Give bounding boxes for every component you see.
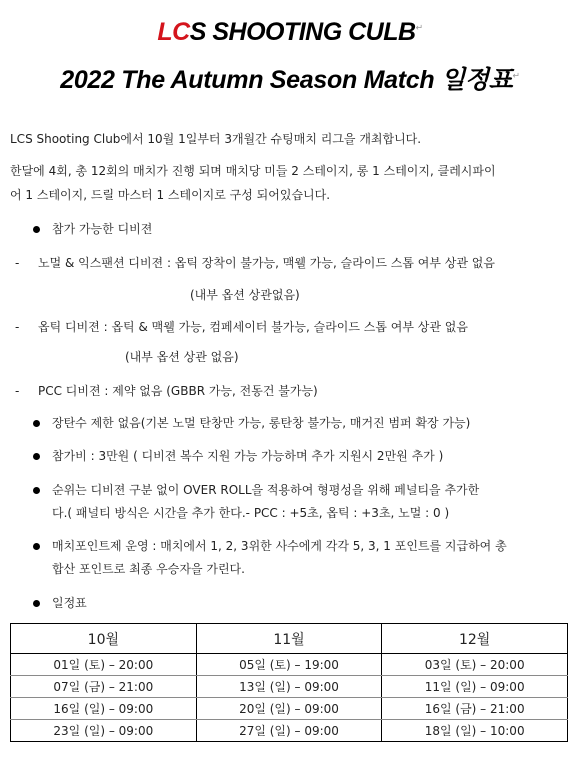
division-optic-line-1: 옵틱 디비젼 : 옵틱 & 맥웰 가능, 컴페세이터 불가능, 슬라이드 스톱 여부 상관 없음 <box>38 320 468 334</box>
divisions-heading: 참가 가능한 디비젼 <box>52 222 153 236</box>
table-cell: 20일 (일) – 09:00 <box>196 698 382 720</box>
table-row <box>11 654 568 676</box>
bullet-icon <box>33 600 40 607</box>
description-line-2: 어 1 스테이지, 드릴 마스터 1 스테이지로 구성 되어있습니다. <box>10 188 331 202</box>
table-cell: 05일 (토) – 19:00 <box>196 654 382 676</box>
rule-magazine: 장탄수 제한 없음(기본 노멀 탄창만 가능, 롱탄창 불가능, 매거진 범퍼 확장 가능) <box>52 416 471 430</box>
paragraph-mark-icon: ↵ <box>512 70 520 81</box>
table-cell: 27일 (일) – 09:00 <box>196 720 382 742</box>
table-cell: 16일 (일) – 09:00 <box>11 698 197 720</box>
column-header-december: 12월 <box>382 624 568 654</box>
division-optic-line-2: (내부 옵션 상관 없음) <box>125 350 239 364</box>
rule-fee: 참가비 : 3만원 ( 디비젼 복수 지원 가능 가능하며 추가 지원시 2만원 추가 ) <box>52 449 444 463</box>
column-header-october: 10월 <box>11 624 197 654</box>
table-cell: 13일 (일) – 09:00 <box>196 676 382 698</box>
column-header-november: 11월 <box>196 624 382 654</box>
table-cell: 01일 (토) – 20:00 <box>11 654 197 676</box>
table-cell: 03일 (토) – 20:00 <box>382 654 568 676</box>
table-cell: 16일 (금) – 21:00 <box>382 698 568 720</box>
document-subtitle <box>0 60 580 96</box>
table-cell: 18일 (일) – 10:00 <box>382 720 568 742</box>
rule-ranking-line-2: 다.( 패널티 방식은 시간을 추가 한다.- PCC : +5초, 옵틱 : +3초, 노멀 : 0 ) <box>52 506 450 520</box>
table-row <box>11 676 568 698</box>
table-header-row <box>11 624 568 654</box>
subtitle-text: 2022 The Autumn Season Match 일정표 <box>60 66 513 94</box>
schedule-heading: 일정표 <box>52 596 87 610</box>
table-row <box>11 698 568 720</box>
paragraph-mark-icon: ↵ <box>415 22 423 33</box>
description-line-1: 한달에 4회, 총 12회의 매치가 진행 되며 매치당 미들 2 스테이지, 롱 1 스테이지, 클레시파이 <box>10 164 496 178</box>
division-pcc-line: PCC 디비젼 : 제약 없음 (GBBR 가능, 전동건 불가능) <box>38 384 318 398</box>
dash-marker: - <box>15 256 20 270</box>
table-cell: 11일 (일) – 09:00 <box>382 676 568 698</box>
rule-ranking-line-1: 순위는 디비젼 구분 없이 OVER ROLL을 적용하여 형평성을 위해 페널티을 추가한 <box>52 483 480 497</box>
title-rest: S SHOOTING CULB <box>189 18 416 46</box>
bullet-icon <box>33 420 40 427</box>
division-normal-line-1: 노멀 & 익스팬션 디비젼 : 옵틱 장착이 불가능, 맥웰 가능, 슬라이드 스톱 여부 상관 없음 <box>38 256 495 270</box>
bullet-icon <box>33 453 40 460</box>
bullet-icon <box>33 487 40 494</box>
document-title <box>0 18 580 47</box>
title-accent: LC <box>157 18 190 46</box>
dash-marker: - <box>15 320 20 334</box>
table-cell: 07일 (금) – 21:00 <box>11 676 197 698</box>
rule-points-line-1: 매치포인트제 운영 : 매치에서 1, 2, 3위한 사수에게 각각 5, 3, 1 포인트를 지급하여 총 <box>52 539 507 553</box>
schedule-table <box>10 623 568 742</box>
intro-text: LCS Shooting Club에서 10월 1일부터 3개월간 슈팅매치 리그을 개최합니다. <box>10 132 422 146</box>
division-normal-line-2: (내부 옵션 상관없음) <box>190 288 300 302</box>
table-row <box>11 720 568 742</box>
rule-points-line-2: 합산 포인트로 최종 우승자을 가린다. <box>52 562 245 576</box>
bullet-icon <box>33 226 40 233</box>
dash-marker: - <box>15 384 20 398</box>
table-cell: 23일 (일) – 09:00 <box>11 720 197 742</box>
bullet-icon <box>33 543 40 550</box>
